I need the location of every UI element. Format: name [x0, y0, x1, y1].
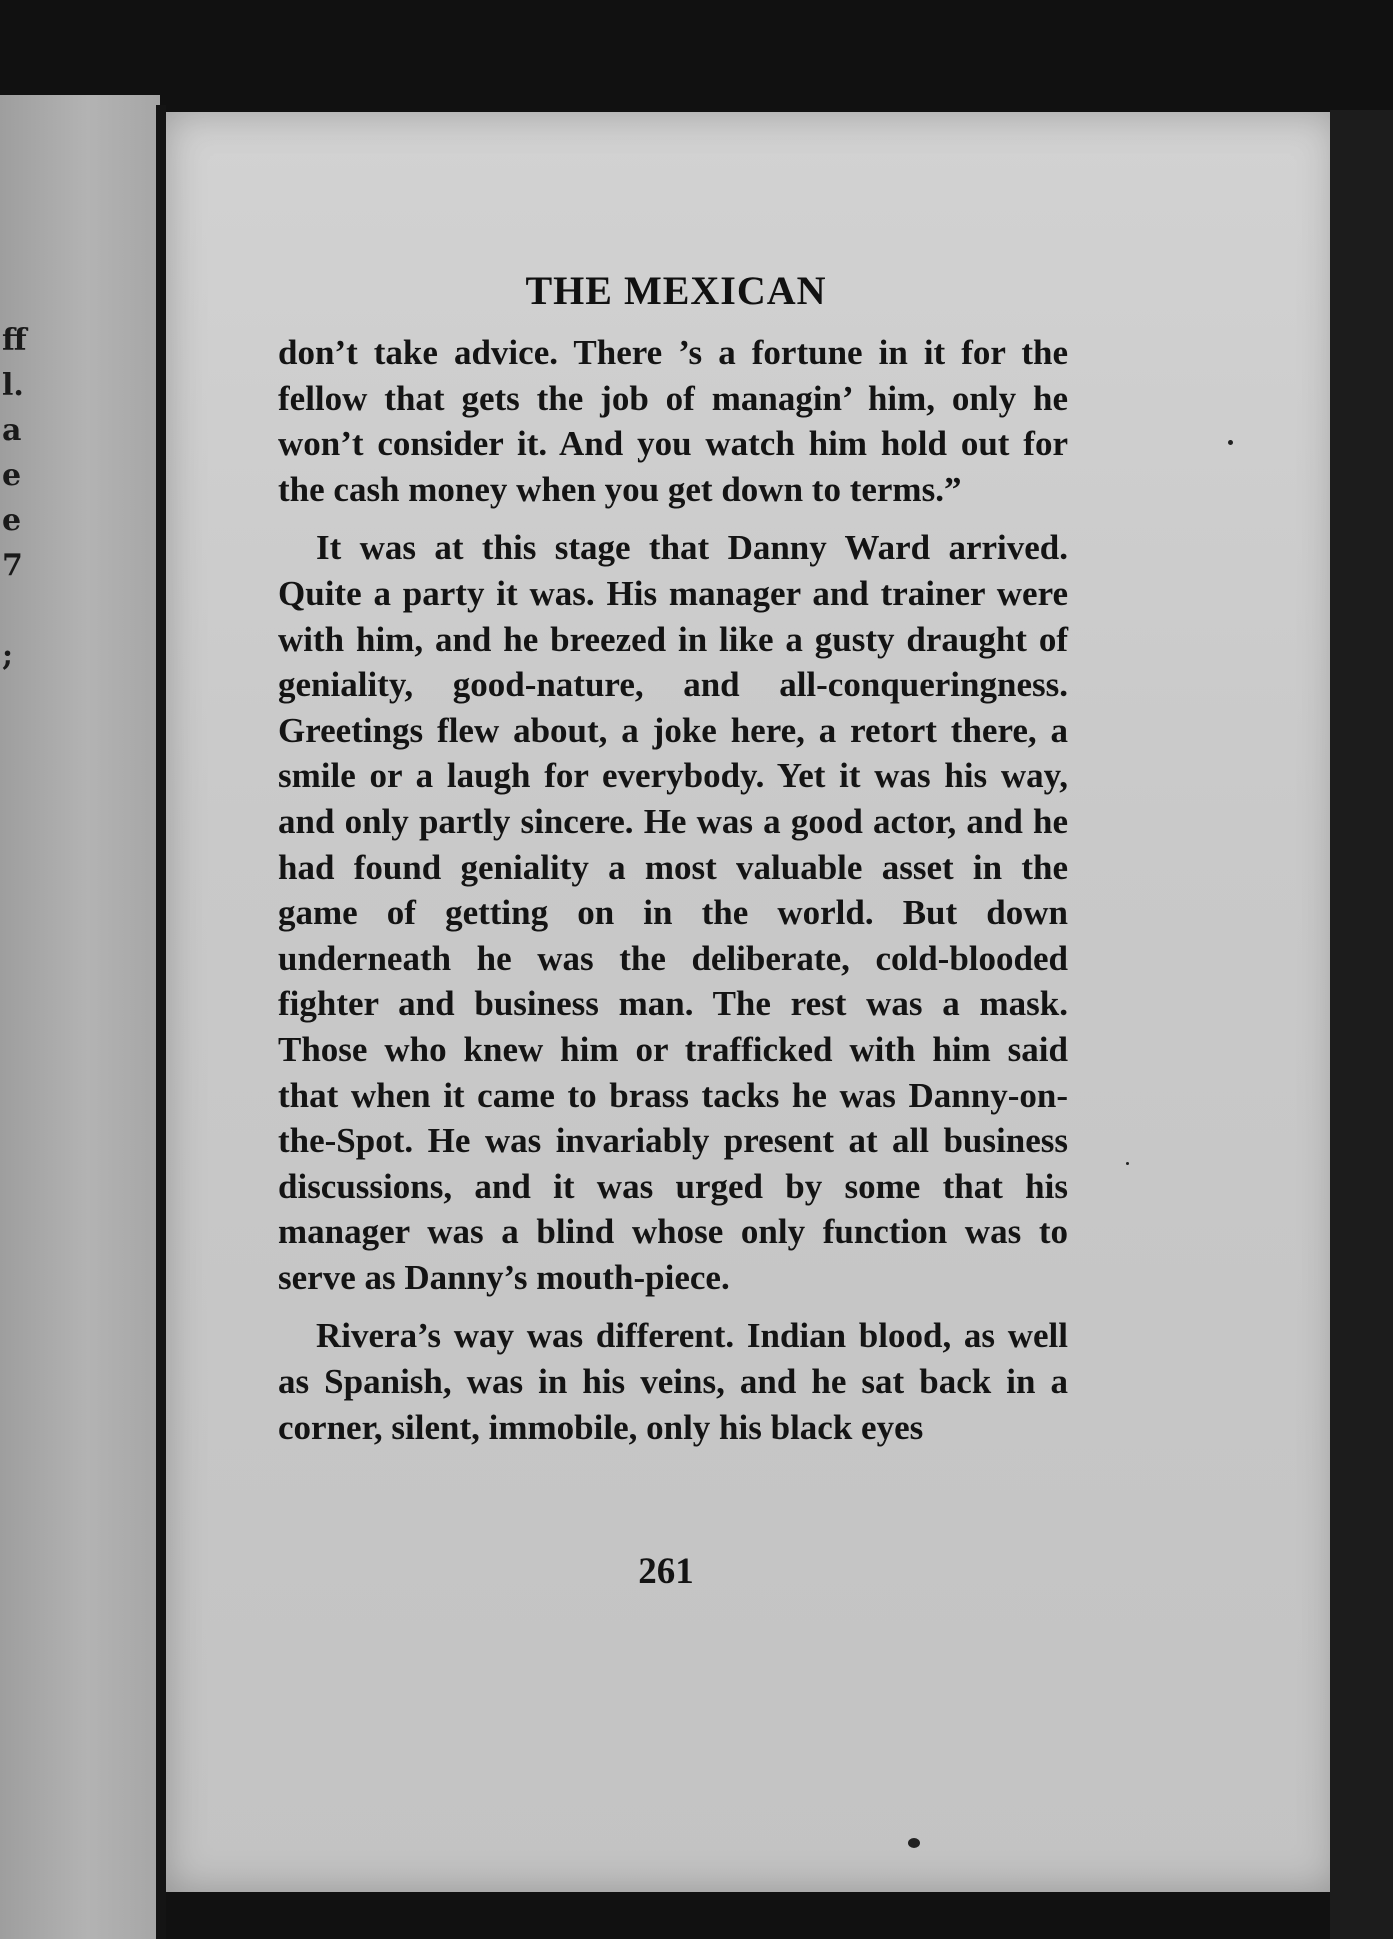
- paragraph: don’t take advice. There ’s a fortune in it for the fellow that gets the job of managin’ him, only he won’t consider it. And you watch him hold out for the cash money when you get down to terms.”: [278, 333, 1068, 509]
- facing-page-fragment: ff: [2, 323, 27, 358]
- facing-page-fragment: 7: [2, 548, 23, 583]
- paragraph: Rivera’s way was different. Indian blood, as well as Spanish, was in his veins, and he sat back in a corner, silent, immobile, only his black eyes: [278, 1316, 1068, 1447]
- running-head: THE MEXICAN: [525, 268, 827, 313]
- page-right-edge: [1330, 110, 1393, 1939]
- scan-speck: [1228, 440, 1233, 445]
- scan-speck: [908, 1838, 920, 1848]
- page-number: 261: [638, 1551, 694, 1592]
- book-gutter: [156, 105, 166, 1939]
- page-body: [278, 330, 1068, 1463]
- facing-page-fragment: e: [2, 503, 22, 538]
- scan-speck: [1126, 1162, 1129, 1165]
- facing-page-edge: [0, 95, 160, 1939]
- facing-page-fragment: ;: [2, 638, 14, 673]
- paragraph: It was at this stage that Danny Ward arrived. Quite a party it was. His manager and trainer were with him, and he breezed in like a gusty draught of geniality, good-nature, and all-conqueringness. Greetings flew about, a joke here, a retort there, a smile or a laugh for everybody. Yet it was his way, and only partly sincere. He was a good actor, and he had found geniality a most valuable asset in the game of getting on in the world. But down underneath he was the deliberate, cold-blooded fighter and business man. The rest was a mask. Those who knew him or trafficked with him said that when it came to brass tacks he was Danny-on-the-Spot. He was invariably present at all business discussions, and it was urged by some that his manager was a blind whose only function was to serve as Danny’s mouth-piece.: [278, 528, 1068, 1297]
- facing-page-fragment: a: [2, 413, 22, 448]
- book-page: [166, 112, 1338, 1892]
- facing-page-fragment: l.: [2, 368, 24, 403]
- facing-page-fragment: e: [2, 458, 22, 493]
